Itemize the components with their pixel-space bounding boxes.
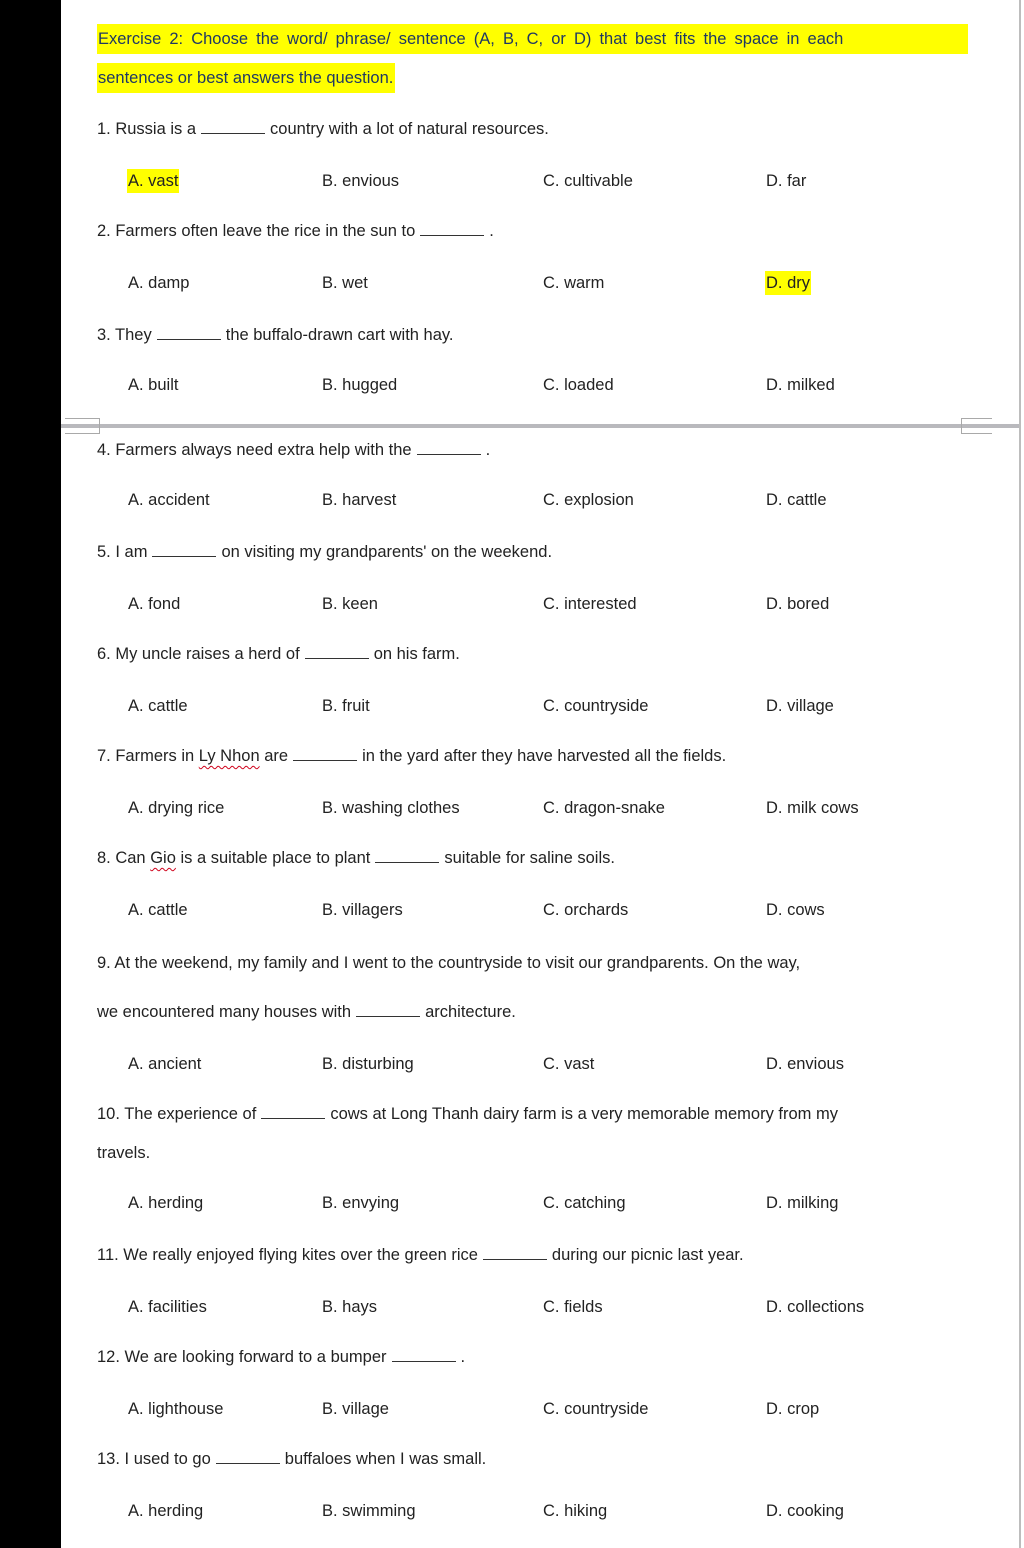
exercise-heading-line-2: sentences or best answers the question. [97,63,395,93]
question-text: is a suitable place to plant [175,849,371,867]
question-text: 3. They [97,326,152,344]
question-13 [97,1449,486,1469]
option-8a: A. cattle [128,901,188,919]
option-4c: C. explosion [543,491,634,509]
question-text: 8. Can [97,849,151,867]
question-text: the buffalo-drawn cart with hay. [225,326,454,344]
option-6a: A. cattle [128,697,188,715]
question-text: 13. I used to go [97,1450,211,1468]
question-text: we encountered many houses with [97,1003,352,1021]
answer-blank [201,121,265,134]
question-text: cows at Long Thanh dairy farm is a very memorable memory from my [330,1105,839,1123]
question-1 [97,119,549,139]
option-10b: B. envying [322,1194,400,1212]
answer-blank [392,1349,456,1362]
option-1a: A. vast [127,169,179,193]
answer-blank [375,850,439,863]
answer-blank [293,748,357,761]
option-3d: D. milked [766,376,835,394]
question-text: . [485,441,491,459]
question-10-line-1 [97,1104,838,1124]
option-5d: D. bored [766,595,830,613]
option-6c: C. countryside [543,697,649,715]
option-2c: C. warm [543,274,605,292]
option-2d: D. dry [765,271,811,295]
question-2 [97,221,494,241]
question-text: during our picnic last year. [551,1246,744,1264]
option-11b: B. hays [322,1298,378,1316]
question-text: 7. Farmers in [97,747,199,765]
option-12a: A. lighthouse [128,1400,224,1418]
question-text: buffaloes when I was small. [284,1450,487,1468]
option-7a: A. drying rice [128,799,225,817]
question-text: architecture. [425,1003,516,1021]
spellcheck-flagged-word[interactable]: Gio [150,849,176,867]
answer-blank [356,1004,420,1017]
question-9-line-2 [97,1002,516,1022]
option-3b: B. hugged [322,376,398,394]
question-text: in the yard after they have harvested all the fields. [362,747,727,765]
option-5c: C. interested [543,595,637,613]
question-text: on his farm. [373,645,460,663]
exercise-heading-line-1: Exercise 2: Choose the word/ phrase/ sentence (A, B, C, or D) that best fits the space in each [97,24,968,54]
option-6d: D. village [766,697,834,715]
option-3c: C. loaded [543,376,614,394]
option-8d: D. cows [766,901,825,919]
answer-blank [420,223,484,236]
option-3a: A. built [128,376,179,394]
option-5b: B. keen [322,595,378,613]
question-5 [97,542,552,562]
question-text: 6. My uncle raises a herd of [97,645,300,663]
option-2b: B. wet [322,274,368,292]
answer-blank [152,544,216,557]
option-10d: D. milking [766,1194,839,1212]
question-3 [97,325,454,345]
answer-blank [216,1451,280,1464]
option-8b: B. villagers [322,901,403,919]
option-11a: A. facilities [128,1298,207,1316]
question-text: . [460,1348,466,1366]
option-4d: D. cattle [766,491,827,509]
option-9c: C. vast [543,1055,595,1073]
answer-blank [157,327,221,340]
option-1b: B. envious [322,172,400,190]
option-9d: D. envious [766,1055,844,1073]
question-text: . [489,222,494,240]
spellcheck-flagged-word[interactable]: Ly Nhon [198,747,260,765]
option-4a: A. accident [128,491,210,509]
option-4b: B. harvest [322,491,397,509]
option-9b: B. disturbing [322,1055,414,1073]
option-1c: C. cultivable [543,172,633,190]
margin-marker-left-icon [65,418,100,434]
option-10c: C. catching [543,1194,626,1212]
answer-blank [483,1247,547,1260]
margin-marker-right-icon [961,418,992,434]
option-7d: D. milk cows [766,799,859,817]
question-8 [97,848,615,868]
question-6 [97,644,460,664]
question-text: 1. Russia is a [97,120,197,138]
question-text: suitable for saline soils. [444,849,615,867]
question-10-line-2: travels. [97,1144,151,1162]
question-text: on visiting my grandparents' on the weekend. [221,543,553,561]
question-text: are [259,747,289,765]
option-13d: D. cooking [766,1502,844,1520]
question-9-line-1: 9. At the weekend, my family and I went to the countryside to visit our grandparents. On the way, [97,954,801,972]
question-4 [97,440,490,460]
option-13c: C. hiking [543,1502,608,1520]
page-break-divider [61,424,1019,428]
question-11 [97,1245,744,1265]
option-13b: B. swimming [322,1502,416,1520]
question-7 [97,746,726,766]
question-text: 2. Farmers often leave the rice in the sun to [97,222,416,240]
option-6b: B. fruit [322,697,370,715]
option-11c: C. fields [543,1298,603,1316]
option-5a: A. fond [128,595,181,613]
option-10a: A. herding [128,1194,204,1212]
option-7c: C. dragon-snake [543,799,665,817]
answer-blank [261,1106,325,1119]
option-12b: B. village [322,1400,389,1418]
option-13a: A. herding [128,1502,204,1520]
option-12c: C. countryside [543,1400,649,1418]
option-11d: D. collections [766,1298,865,1316]
option-7b: B. washing clothes [322,799,460,817]
option-2a: A. damp [128,274,190,292]
answer-blank [417,442,481,455]
option-12d: D. crop [766,1400,820,1418]
question-text: 10. The experience of [97,1105,257,1123]
answer-blank [305,646,369,659]
question-text: 11. We really enjoyed flying kites over the green rice [97,1246,478,1264]
option-9a: A. ancient [128,1055,202,1073]
question-text: 12. We are looking forward to a bumper [97,1348,387,1366]
question-text: 5. I am [97,543,148,561]
option-1d: D. far [766,172,807,190]
question-12 [97,1347,465,1367]
question-text: country with a lot of natural resources. [270,120,549,138]
option-8c: C. orchards [543,901,629,919]
question-text: 4. Farmers always need extra help with the [97,441,412,459]
